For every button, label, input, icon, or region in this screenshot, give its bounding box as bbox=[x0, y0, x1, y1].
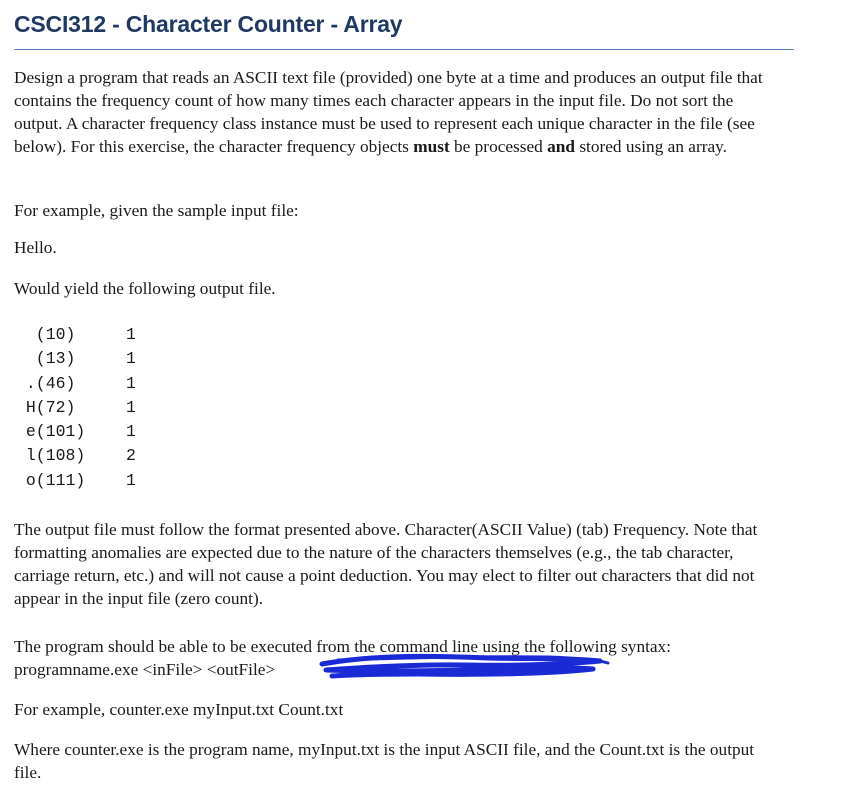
output-row bbox=[16, 444, 156, 468]
output-row bbox=[16, 396, 156, 420]
output-row bbox=[16, 372, 156, 396]
output-char: .(46) bbox=[16, 373, 76, 393]
output-char: e(101) bbox=[16, 422, 86, 442]
intro-text-2: be processed bbox=[449, 137, 548, 156]
redaction-scribble bbox=[318, 652, 618, 682]
yield-text: Would yield the following output file. bbox=[14, 279, 276, 298]
command-syntax: programname.exe <inFile> <outFile> bbox=[14, 660, 276, 679]
command-intro: The program should be able to be executed from the command line using the following syntax: bbox=[14, 637, 671, 656]
intro-text-1: Design a program that reads an ASCII text file (provided) one byte at a time and produces an output file that contains the frequency count of how many times each character appears in the input file. Do not sort the output. A character frequency class instance must be used to represent each unique character in the file (see below). For this exercise, the character frequency objects bbox=[14, 68, 763, 156]
intro-paragraph bbox=[14, 66, 784, 158]
output-char: l(108) bbox=[16, 446, 86, 466]
output-count: 1 bbox=[126, 397, 136, 417]
output-char: o(111) bbox=[16, 470, 86, 490]
output-count: 1 bbox=[126, 373, 136, 393]
format-note: The output file must follow the format presented above. Character(ASCII Value) (tab) Frequency. Note that formatting anomalies are expected due to the nature of the characters themselves (e.g., the tab character, carriage return, etc.) and will not cause a point deduction. You may elect to filter out characters that did not appear in the input file (zero count). bbox=[14, 520, 758, 608]
output-char: (10) bbox=[16, 325, 76, 344]
output-count: 1 bbox=[126, 422, 136, 442]
output-row bbox=[16, 323, 156, 347]
output-count: 1 bbox=[126, 349, 136, 369]
sample-output-block bbox=[16, 323, 156, 493]
sample-input: Hello. bbox=[14, 238, 57, 257]
output-row bbox=[16, 469, 156, 493]
output-count: 1 bbox=[126, 325, 136, 344]
command-explanation: Where counter.exe is the program name, myInput.txt is the input ASCII file, and the Count.txt is the output file. bbox=[14, 740, 755, 782]
output-row bbox=[16, 347, 156, 371]
title-underline bbox=[14, 49, 794, 50]
intro-text-3: stored using an array. bbox=[575, 137, 727, 156]
output-char: (13) bbox=[16, 349, 76, 369]
output-count: 2 bbox=[126, 446, 136, 466]
page-title: CSCI312 - Character Counter - Array bbox=[14, 11, 403, 37]
command-example: For example, counter.exe myInput.txt Count.txt bbox=[14, 700, 344, 719]
intro-bold-must: must bbox=[413, 137, 450, 156]
output-count: 1 bbox=[126, 470, 136, 490]
output-row bbox=[16, 420, 156, 444]
output-char: H(72) bbox=[16, 397, 76, 417]
example-intro: For example, given the sample input file: bbox=[14, 201, 299, 220]
intro-bold-and: and bbox=[547, 137, 576, 156]
